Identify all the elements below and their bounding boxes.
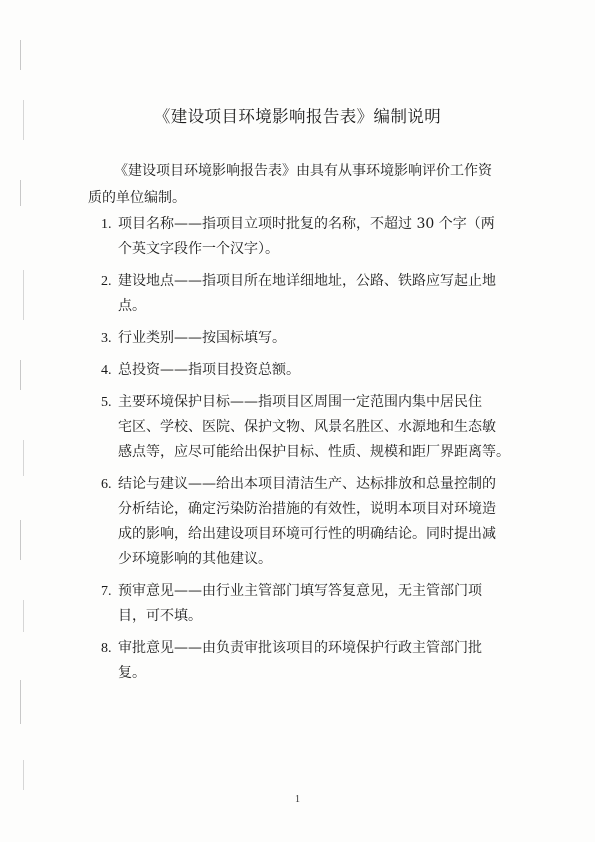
item-text: 建设地点——指项目所在地详细地址，公路、铁路应写起止地 [118,273,496,289]
list-item [88,579,548,629]
intro-paragraph [88,158,540,212]
item-text: 项目名称——指项目立项时批复的名称，不超过 30 个字（两 [118,216,495,232]
item-text: 少环境影响的其他建议。 [118,551,272,567]
item-text: 成的影响，给出建设项目环境可行性的明确结论。同时提出减 [118,526,496,542]
item-text: 结论与建议——给出本项目清洁生产、达标排放和总量控制的 [118,476,496,492]
list-item [88,636,548,686]
intro-line: 质的单位编制。 [88,190,186,206]
item-text: 感点等，应尽可能给出保护目标、性质、规模和距厂界距离等。 [118,444,510,460]
item-text: 主要环境保护目标——指项目区周围一定范围内集中居民住 [118,394,482,410]
item-number: 7. [101,584,112,599]
binding-mark [20,180,21,206]
item-number: 2. [101,274,112,289]
list-item [88,472,548,572]
page-number: 1 [295,794,300,805]
item-number: 1. [101,217,112,232]
list-item [88,358,548,383]
item-text: 审批意见——由负责审批该项目的环境保护行政主管部门批 [118,640,482,656]
item-number: 8. [101,641,112,656]
item-text: 行业类别——按国标填写。 [118,330,286,346]
list-item [88,212,548,262]
binding-mark [20,680,21,724]
item-number: 4. [101,363,112,378]
item-number: 6. [101,477,112,492]
item-number: 3. [101,331,112,346]
binding-mark [23,600,24,632]
list-item [88,390,548,465]
item-text: 复。 [118,665,146,681]
binding-margin [14,20,28,830]
binding-mark [23,760,24,790]
binding-mark [20,520,21,560]
document-title: 《建设项目环境影响报告表》编制说明 [153,107,442,126]
item-text: 分析结论，确定污染防治措施的有效性，说明本项目对环境造 [118,501,496,517]
item-text: 总投资——指项目投资总额。 [118,362,300,378]
instruction-list [88,212,548,693]
list-item [88,269,548,319]
intro-line: 《建设项目环境影响报告表》由具有从事环境影响评价工作资 [114,163,492,179]
list-item [88,326,548,351]
item-number: 5. [101,395,112,410]
item-text: 宅区、学校、医院、保护文物、风景名胜区、水源地和生态敏 [118,419,496,435]
binding-mark [20,360,21,390]
item-text: 个英文字段作一个汉字）。 [118,241,279,257]
binding-mark [23,270,24,320]
item-text: 目，可不填。 [118,608,202,624]
binding-mark [20,40,21,70]
binding-mark [23,440,24,476]
item-text: 预审意见——由行业主管部门填写答复意见，无主管部门项 [118,583,482,599]
item-text: 点。 [118,298,146,314]
